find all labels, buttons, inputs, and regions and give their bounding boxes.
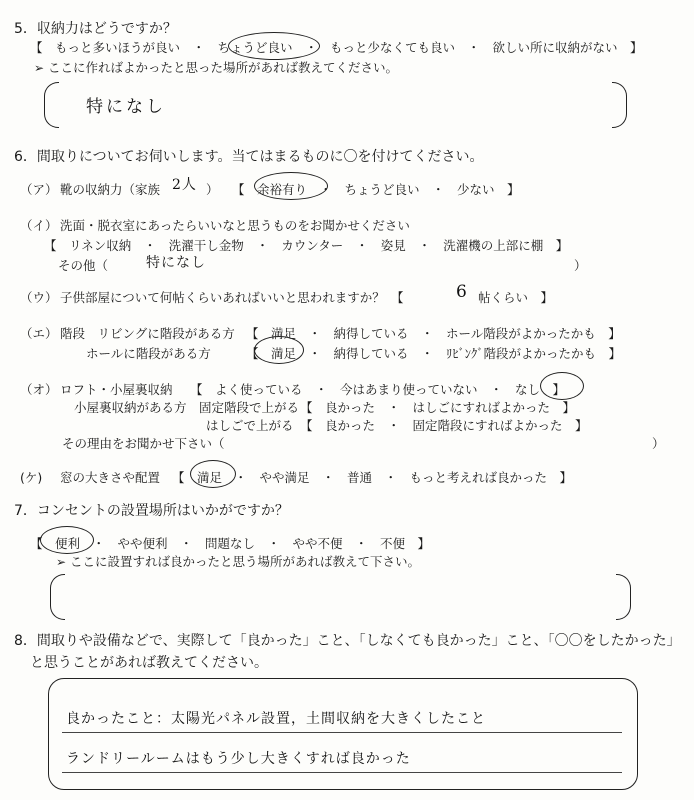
- q6-title: 6．間取りについてお伺いします。当てはまるものに〇を付けてください。: [14, 149, 484, 165]
- arrow-icon: ➢: [34, 61, 45, 75]
- q6-ke-text: 窓の大きさや配置: [60, 470, 161, 485]
- q6-ke-label: (ケ): [20, 470, 43, 485]
- q6-u-unit: 帖くらい 】: [478, 290, 554, 305]
- q5-title: 5．収納力はどうですか？: [14, 21, 177, 37]
- q6-o-line1-options: 【 よく使っている ・ 今はあまり使っていない ・ なし 】: [190, 382, 566, 397]
- q6-o-label: （オ）: [20, 382, 58, 397]
- q6-o-line4-close: ）: [652, 436, 665, 451]
- q8-answer-box[interactable]: [48, 678, 638, 790]
- q6-e-line1-prefix: 階段 リビングに階段がある方: [60, 326, 235, 341]
- q6-ke-selected-circle: [190, 460, 236, 488]
- q6-o-line2-prefix: 小屋裏収納がある方 固定階段で上がる: [74, 400, 300, 415]
- q6-i-other-answer[interactable]: 特になし: [146, 255, 206, 271]
- q6-o-selected-circle: [540, 372, 584, 400]
- q8-title-line2: と思うことがあれば教えてください。: [30, 655, 268, 671]
- q6-i-other-close: ）: [574, 258, 587, 273]
- q6-e-line2-prefix: ホールに階段がある方: [86, 346, 211, 361]
- q7-subprompt: [56, 552, 420, 570]
- q6-a-selected-circle: [254, 172, 328, 200]
- q6-o-line3-options: 【 良かった ・ 固定階段にすればよかった 】: [300, 418, 588, 433]
- q6-o-line3-prefix: はしごで上がる: [206, 418, 294, 433]
- q6-a-options: 【 余裕有り ・ ちょうど良い ・ 少ない 】: [232, 182, 520, 197]
- q6-e-label: （エ）: [20, 326, 58, 341]
- q6-u-label: （ウ）: [20, 290, 58, 305]
- q6-a-label: （ア）: [20, 182, 58, 197]
- q8-answer-rule-2: [62, 772, 622, 773]
- q8-answer-line1: 良かったこと：太陽光パネル設置，土間収納を大きくしたこと: [66, 711, 486, 727]
- q5-subprompt-text: ここに作ればよかったと思った場所があれば教えてください。: [48, 60, 399, 75]
- q6-o-line4: その理由をお聞かせ下さい（: [62, 436, 225, 451]
- q7-answer-bracket-right: [616, 574, 631, 620]
- q6-u-text: 子供部屋について何帖くらいあればいいと思われますか？ 【: [60, 290, 404, 305]
- q8-answer-rule-1: [62, 732, 622, 733]
- q6-a-text-after: ）: [206, 182, 219, 197]
- q6-i-text: 洗面・脱衣室にあったらいいなと思うものをお聞かせください: [60, 218, 410, 233]
- q6-e-selected-circle: [254, 336, 304, 364]
- arrow-icon: ➢: [56, 555, 67, 569]
- q7-answer-area[interactable]: [66, 578, 614, 614]
- q6-ke-options: 【 満足 ・ やや満足 ・ 普通 ・ もっと考えれば良かった 】: [172, 470, 573, 485]
- q6-o-line2-options: 【 良かった ・ はしごにすればよかった 】: [300, 400, 576, 415]
- q6-i-options: 【 リネン収納 ・ 洗濯干し金物 ・ カウンター ・ 姿見 ・ 洗濯機の上部に棚 】: [44, 238, 569, 253]
- q7-subprompt-text: ここに設置すれば良かったと思う場所があれば教えて下さい。: [70, 554, 421, 569]
- q6-e-line1-options: 【 満足 ・ 納得している ・ ホール階段がよかったかも 】: [246, 326, 621, 341]
- q7-answer-bracket-left: [50, 574, 65, 620]
- q6-a-text: 靴の収納力（家族: [60, 182, 161, 197]
- q5-answer[interactable]: 特になし: [86, 97, 166, 117]
- q6-e-line2-options: 【 満足 ・ 納得している ・ ﾘﾋﾞﾝｸﾞ階段がよかったかも 】: [246, 346, 622, 361]
- q6-i-other-label: その他（: [58, 258, 109, 273]
- q5-options: 【 もっと多いほうが良い ・ ちょうど良い ・ もっと少なくても良い ・ 欲しい所に収納がない 】: [30, 40, 643, 55]
- q5-answer-bracket-left: [44, 82, 59, 128]
- q6-i-label: （イ）: [20, 218, 58, 233]
- q8-title-line1: 8．間取りや設備などで、実際して「良かった」こと、「しなくても良かった」こと、「〇〇をしたかった」: [14, 633, 681, 649]
- q8-answer-line2: ランドリールームはもう少し大きくすれば良かった: [66, 751, 411, 767]
- q5-selected-circle: [228, 32, 320, 60]
- q7-options: 【 便利 ・ やや便利 ・ 問題なし ・ やや不便 ・ 不便 】: [30, 536, 431, 551]
- q7-selected-circle: [40, 526, 94, 554]
- q6-a-family-count[interactable]: 2人: [172, 177, 197, 193]
- q6-u-answer[interactable]: 6: [456, 282, 470, 302]
- q7-title: 7．コンセントの設置場所はいかがですか？: [14, 503, 289, 519]
- q6-o-line1-prefix: ロフト・小屋裏収納: [60, 382, 173, 397]
- q5-answer-bracket-right: [612, 82, 627, 128]
- q5-subprompt: [34, 58, 398, 76]
